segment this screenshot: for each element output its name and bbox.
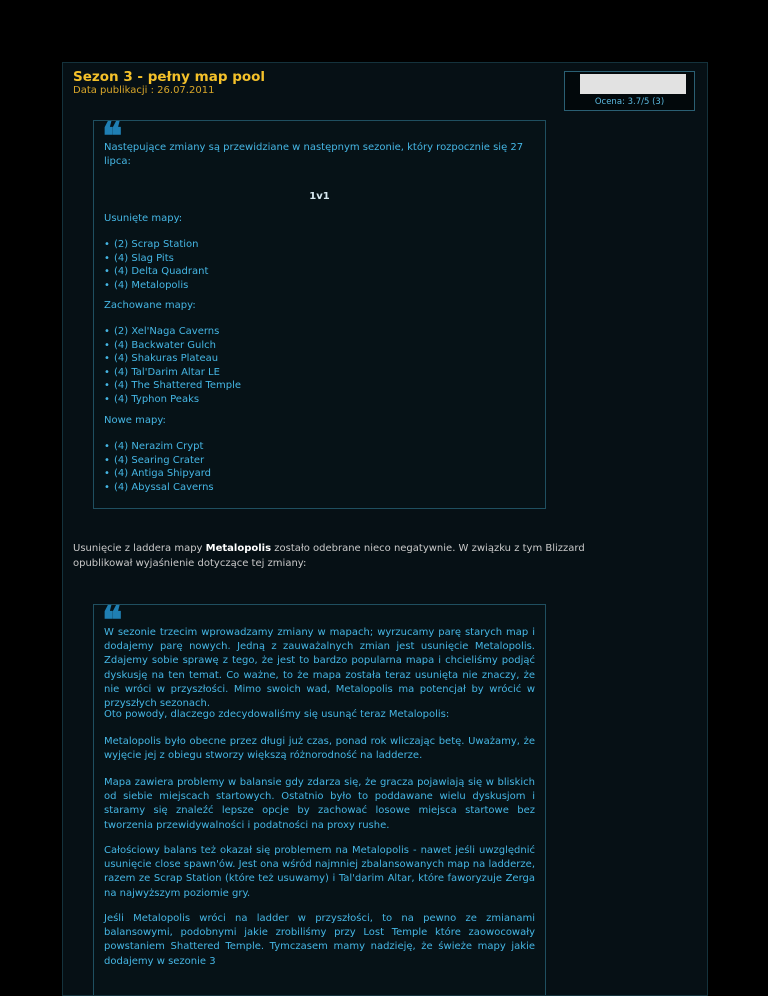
- new-maps-list: [104, 440, 214, 494]
- statement-paragraph: Jeśli Metalopolis wróci na ladder w przyszłości, to na pewno ze zmianami balansowymi, podobnymi jakie zrobiliśmy przy Lost Temple które zaowocowały powstaniem Shattered Temple. Tymczasem mamy nadzieję, że świeże mapy jakie dodajemy w sezonie 3: [104, 913, 535, 967]
- list-item: • (4) Searing Crater: [104, 454, 205, 466]
- removed-maps-heading: Usunięte mapy:: [104, 213, 183, 224]
- statement-paragraph: W sezonie trzecim wprowadzamy zmiany w mapach; wyrzucamy parę starych map i dodajemy parę nowych. Jedną z zauważalnych zmian jest usunięcie Metalopolis. Zdajemy sobie sprawę z tego, że jest to bardzo popularna mapa i chcieliśmy podjąć dyskusję na ten temat. Co ważne, to że mapa została teraz usunięta nie znaczy, że nie wróci w przyszłości. Mimo swoich wad, Metalopolis ma potencjał by wrócić w przyszłych sezonach.: [104, 627, 535, 710]
- statement-paragraph: Metalopolis było obecne przez długi już czas, ponad rok wliczając betę. Uważamy, że wyjęcie jej z obiegu stworzy większą różnorodność na ladderze.: [104, 736, 535, 762]
- publication-date: Data publikacji : 26.07.2011: [73, 85, 215, 96]
- quote-intro: Następujące zmiany są przewidziane w następnym sezonie, który rozpocznie się 27 lipca:: [104, 142, 524, 167]
- kept-maps-list: [104, 325, 241, 406]
- rating-stars-bar[interactable]: [580, 74, 686, 94]
- list-item: • (4) The Shattered Temple: [104, 380, 242, 391]
- article-panel: [62, 62, 708, 996]
- statement-paragraph: Mapa zawiera problemy w balansie gdy zdarza się, że gracza pojawiają się w bliskich od siebie miejscach startowych. Ostatnio było to poddawane wielu dyskusjom i staramy się znaleźć lepsze opcje by zachować losowe miejsca startowe bez tworzenia przewidywalności i podatności na proxy rushe.: [104, 777, 535, 831]
- quote-icon: ❝: [102, 597, 123, 642]
- list-item: • (4) Slag Pits: [104, 252, 174, 264]
- list-item: • (4) Nerazim Crypt: [104, 441, 204, 452]
- article-body-paragraph: Usunięcie z laddera mapy Metalopolis zostało odebrane nieco negatywnie. W związku z tym Blizzard opublikował wyjaśnienie dotyczące tej zmiany:: [73, 543, 585, 569]
- list-item: • (4) Delta Quadrant: [104, 266, 209, 277]
- list-item: • (4) Abyssal Caverns: [104, 481, 214, 493]
- list-item: • (4) Antiga Shipyard: [104, 468, 212, 479]
- highlighted-map-name: Metalopolis: [205, 543, 272, 554]
- rating-widget: [564, 71, 695, 111]
- kept-maps-heading: Zachowane mapy:: [104, 300, 196, 311]
- list-item: • (2) Scrap Station: [104, 239, 199, 250]
- list-item: • (4) Typhon Peaks: [104, 393, 200, 405]
- article-title: Sezon 3 - pełny map pool: [73, 69, 266, 85]
- list-item: • (4) Tal'Darim Altar LE: [104, 366, 220, 378]
- mode-heading: 1v1: [309, 191, 330, 202]
- rating-label: Ocena: 3.7/5 (3): [594, 97, 665, 107]
- list-item: • (2) Xel'Naga Caverns: [104, 326, 220, 337]
- new-maps-heading: Nowe mapy:: [104, 415, 166, 426]
- list-item: • (4) Backwater Gulch: [104, 339, 216, 351]
- list-item: • (4) Shakuras Plateau: [104, 353, 219, 364]
- quote-block-map-changes: [93, 113, 546, 509]
- quote-block-blizzard-statement: [93, 597, 546, 996]
- list-item: • (4) Metalopolis: [104, 279, 189, 291]
- quote-icon: ❝: [102, 113, 123, 158]
- statement-paragraph: Całościowy balans też okazał się problemem na Metalopolis - nawet jeśli uwzględnić usunięcie close spawn'ów. Jest ona wśród najmniej zbalansowanych map na ladderze, razem ze Scrap Station (które też usuwamy) i Tal'darim Altar, które faworyzuje Zerga na najwyższym poziomie gry.: [104, 845, 535, 899]
- statement-paragraph: Oto powody, dlaczego zdecydowaliśmy się usunąć teraz Metalopolis:: [104, 709, 450, 720]
- removed-maps-list: [104, 238, 208, 292]
